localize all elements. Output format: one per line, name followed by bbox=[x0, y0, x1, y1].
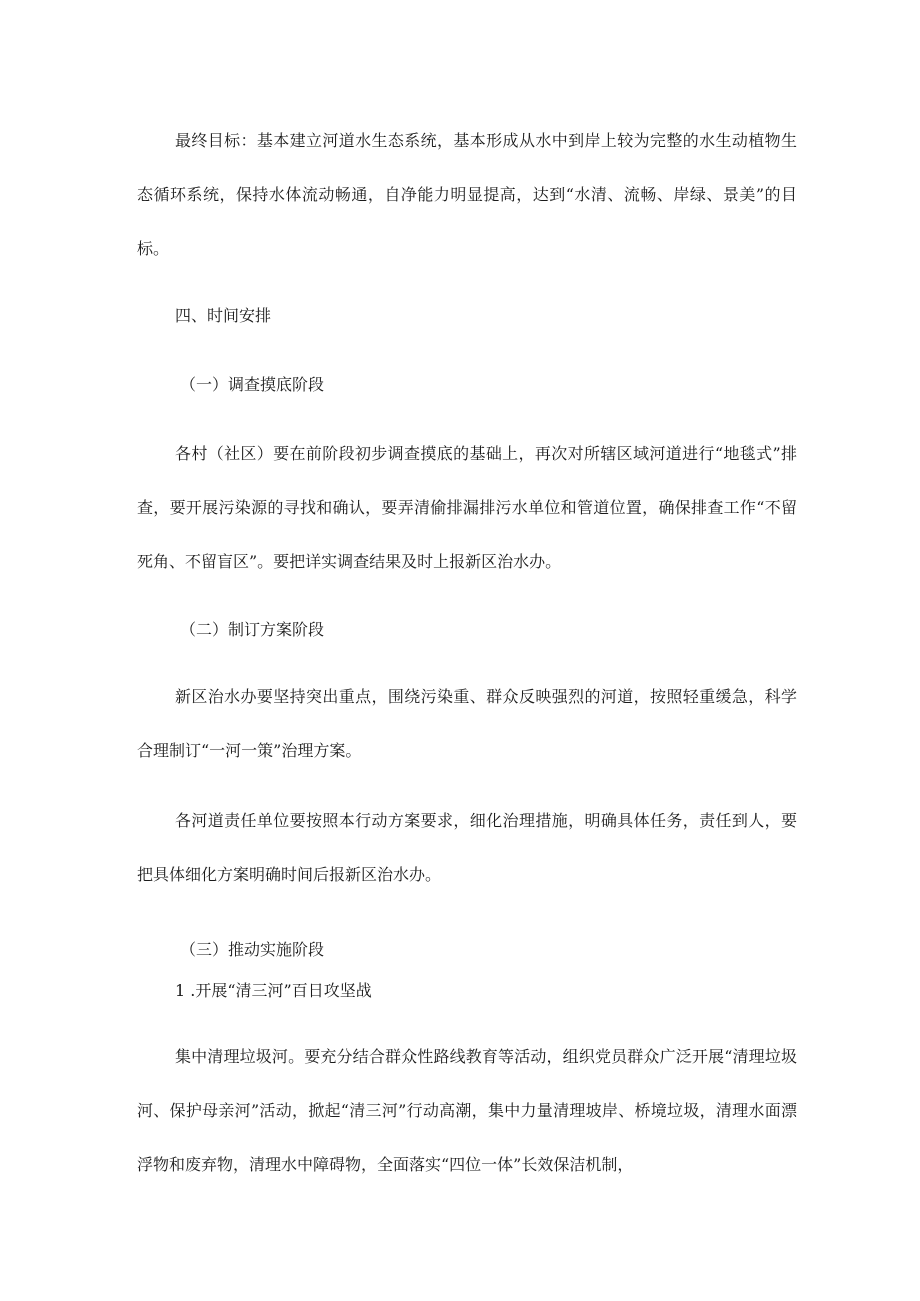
stage-plan-paragraph-1: 新区治水办要坚持突出重点，围绕污染重、群众反映强烈的河道，按照轻重缓急，科学合理制订“一河一策”治理方案。 bbox=[137, 687, 797, 760]
section-heading-schedule: 四、时间安排 bbox=[175, 306, 272, 325]
goal-paragraph: 最终目标：基本建立河道水生态系统，基本形成从水中到岸上较为完整的水生动植物生态循环系统，保持水体流动畅通，自净能力明显提高，达到“水清、流畅、岸绿、景美”的目标。 bbox=[137, 131, 797, 258]
stage-heading-implementation: （三）推动实施阶段 bbox=[180, 940, 325, 959]
item-heading-clean-three-rivers: 1 .开展“清三河”百日攻坚战 bbox=[175, 981, 372, 1000]
stage-heading-survey: （一）调查摸底阶段 bbox=[180, 375, 325, 394]
item-clean-rivers-paragraph: 集中清理垃圾河。要充分结合群众性路线教育等活动，组织党员群众广泛开展“清理垃圾河、保护母亲河”活动，掀起“清三河”行动高潮，集中力量清理坡岸、桥境垃圾，清理水面漂浮物和废弃物，清理水中障碍物，全面落实“四位一体”长效保洁机制， bbox=[137, 1047, 797, 1174]
stage-survey-paragraph: 各村（社区）要在前阶段初步调查摸底的基础上，再次对所辖区域河道进行“地毯式”排查，要开展污染源的寻找和确认，要弄清偷排漏排污水单位和管道位置，确保排查工作“不留死角、不留盲区”。要把详实调查结果及时上报新区治水办。 bbox=[137, 444, 797, 571]
stage-heading-plan: （二）制订方案阶段 bbox=[180, 620, 325, 639]
stage-plan-paragraph-2: 各河道责任单位要按照本行动方案要求，细化治理措施，明确具体任务，责任到人，要把具体细化方案明确时间后报新区治水办。 bbox=[137, 811, 797, 884]
